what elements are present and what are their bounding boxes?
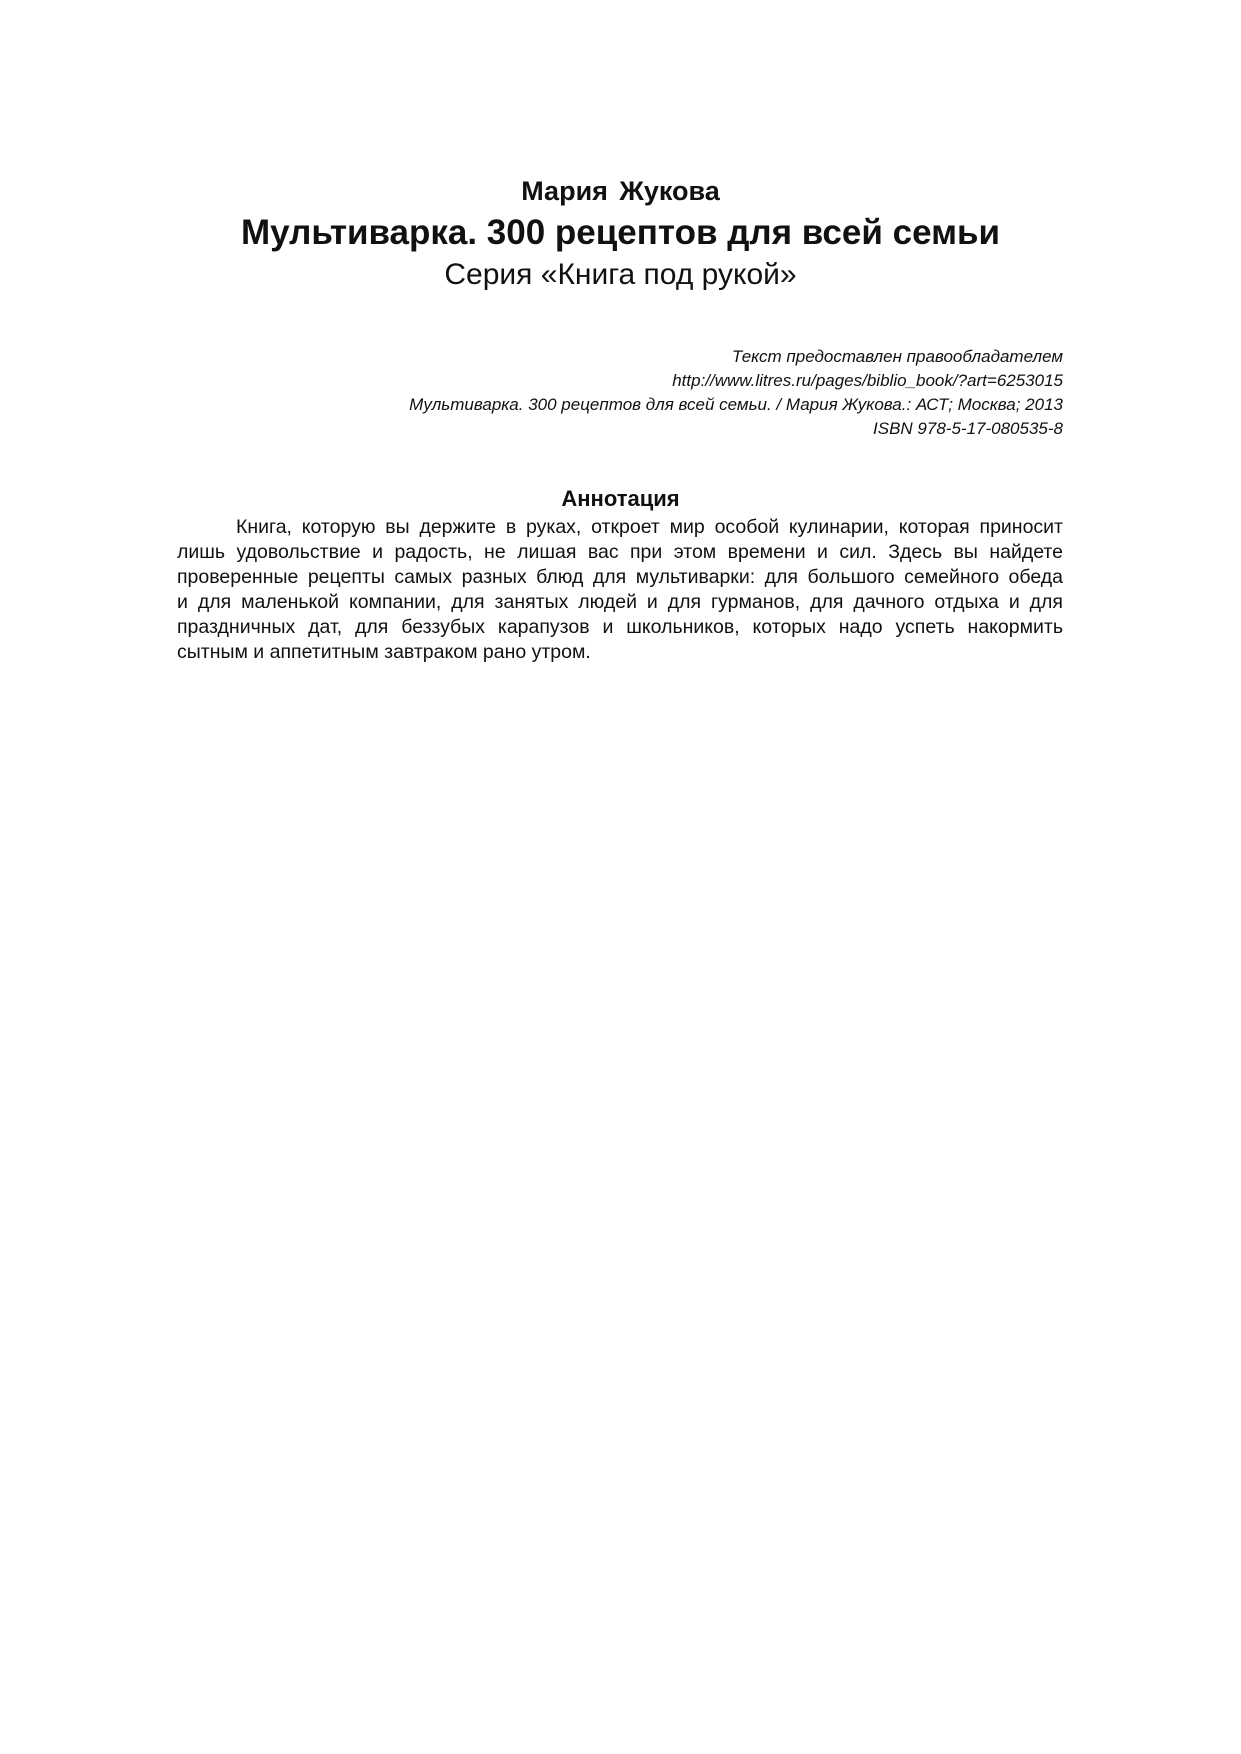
book-author: Мария Жукова bbox=[521, 176, 720, 206]
isbn: ISBN 978-5-17-080535-8 bbox=[873, 419, 1063, 438]
book-title: Мультиварка. 300 рецептов для всей семьи bbox=[240, 213, 1000, 252]
bibliographic-reference: Мультиварка. 300 рецептов для всей семьи. / Мария Жукова.: АСТ; Москва; 2013 bbox=[409, 395, 1063, 414]
rights-holder-note: Текст предоставлен правообладателем bbox=[731, 347, 1063, 366]
annotation-heading: Аннотация bbox=[561, 486, 680, 511]
annotation-line: праздничных дат, для беззубых карапузов и школьников, которых надо успеть накормить bbox=[177, 616, 1063, 638]
annotation-line: проверенные рецепты самых разных блюд для мультиварки: для большого семейного обеда bbox=[177, 566, 1063, 588]
annotation-line: лишь удовольствие и радость, не лишая вас при этом времени и сил. Здесь вы найдете bbox=[177, 541, 1063, 563]
annotation-text bbox=[177, 515, 1063, 665]
annotation-line: сытным и аппетитным завтраком рано утром. bbox=[177, 641, 591, 663]
annotation-line: Книга, которую вы держите в руках, откроет мир особой кулинарии, которая приносит bbox=[236, 516, 1063, 538]
source-url[interactable]: http://www.litres.ru/pages/biblio_book/?art=6253015 bbox=[672, 371, 1063, 390]
book-series: Серия «Книга под рукой» bbox=[444, 258, 797, 291]
annotation-line: и для маленькой компании, для занятых людей и для гурманов, для дачного отдыха и для bbox=[177, 591, 1063, 613]
